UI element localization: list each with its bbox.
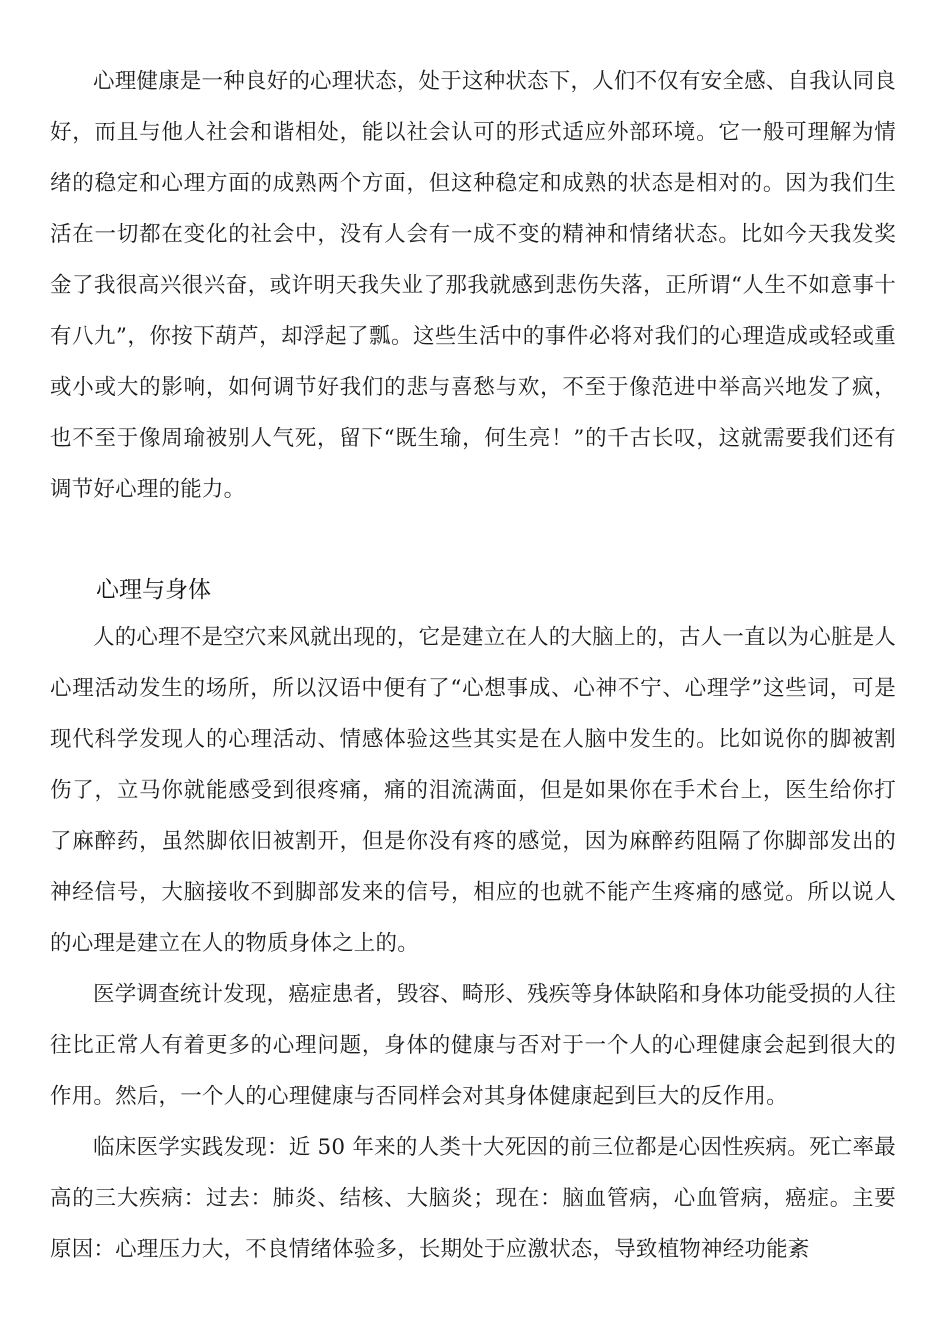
body-paragraph-mind-brain: 人的心理不是空穴来风就出现的，它是建立在人的大脑上的，古人一直以为心脏是人心理活动发生的场所，所以汉语中便有了“心想事成、心神不宁、心理学”这些词，可是现代科学发现人的心理活动、情感体验这些其实是在人脑中发生的。比如说你的脚被割伤了，立马你就能感受到很疼痛，痛的泪流满面，但是如果你在手术台上，医生给你打了麻醉药，虽然脚依旧被割开，但是你没有疼的感觉，因为麻醉药阻隔了你脚部发出的神经信号，大脑接收不到脚部发来的信号，相应的也就不能产生疼痛的感觉。所以说人的心理是建立在人的物质身体之上的。 xyxy=(50,625,896,956)
section-spacer xyxy=(50,515,896,570)
body-paragraph-physical-health: 医学调查统计发现，癌症患者，毁容、畸形、残疾等身体缺陷和身体功能受损的人往往比正常人有着更多的心理问题，身体的健康与否对于一个人的心理健康会起到很大的作用。然后，一个人的心理健康与否同样会对其身体健康起到巨大的反作用。 xyxy=(50,982,896,1109)
document-page xyxy=(50,56,896,1275)
body-paragraph-clinical-findings: 临床医学实践发现：近 50 年来的人类十大死因的前三位都是心因性疾病。死亡率最高的三大疾病：过去：肺炎、结核、大脑炎；现在：脑血管病，心血管病，癌症。主要原因：心理压力大，不良情绪体验多，长期处于应激状态，导致植物神经功能紊 xyxy=(50,1135,896,1262)
intro-paragraph: 心理健康是一种良好的心理状态，处于这种状态下，人们不仅有安全感、自我认同良好，而且与他人社会和谐相处，能以社会认可的形式适应外部环境。它一般可理解为情绪的稳定和心理方面的成熟两个方面，但这种稳定和成熟的状态是相对的。因为我们生活在一切都在变化的社会中，没有人会有一成不变的精神和情绪状态。比如今天我发奖金了我很高兴很兴奋，或许明天我失业了那我就感到悲伤失落，正所谓“人生不如意事十有八九”，你按下葫芦，却浮起了瓢。这些生活中的事件必将对我们的心理造成或轻或重或小或大的影响，如何调节好我们的悲与喜愁与欢，不至于像范进中举高兴地发了疯，也不至于像周瑜被别人气死，留下“既生瑜，何生亮！”的千古长叹，这就需要我们还有调节好心理的能力。 xyxy=(50,69,896,502)
section-heading: 心理与身体 xyxy=(96,577,211,603)
